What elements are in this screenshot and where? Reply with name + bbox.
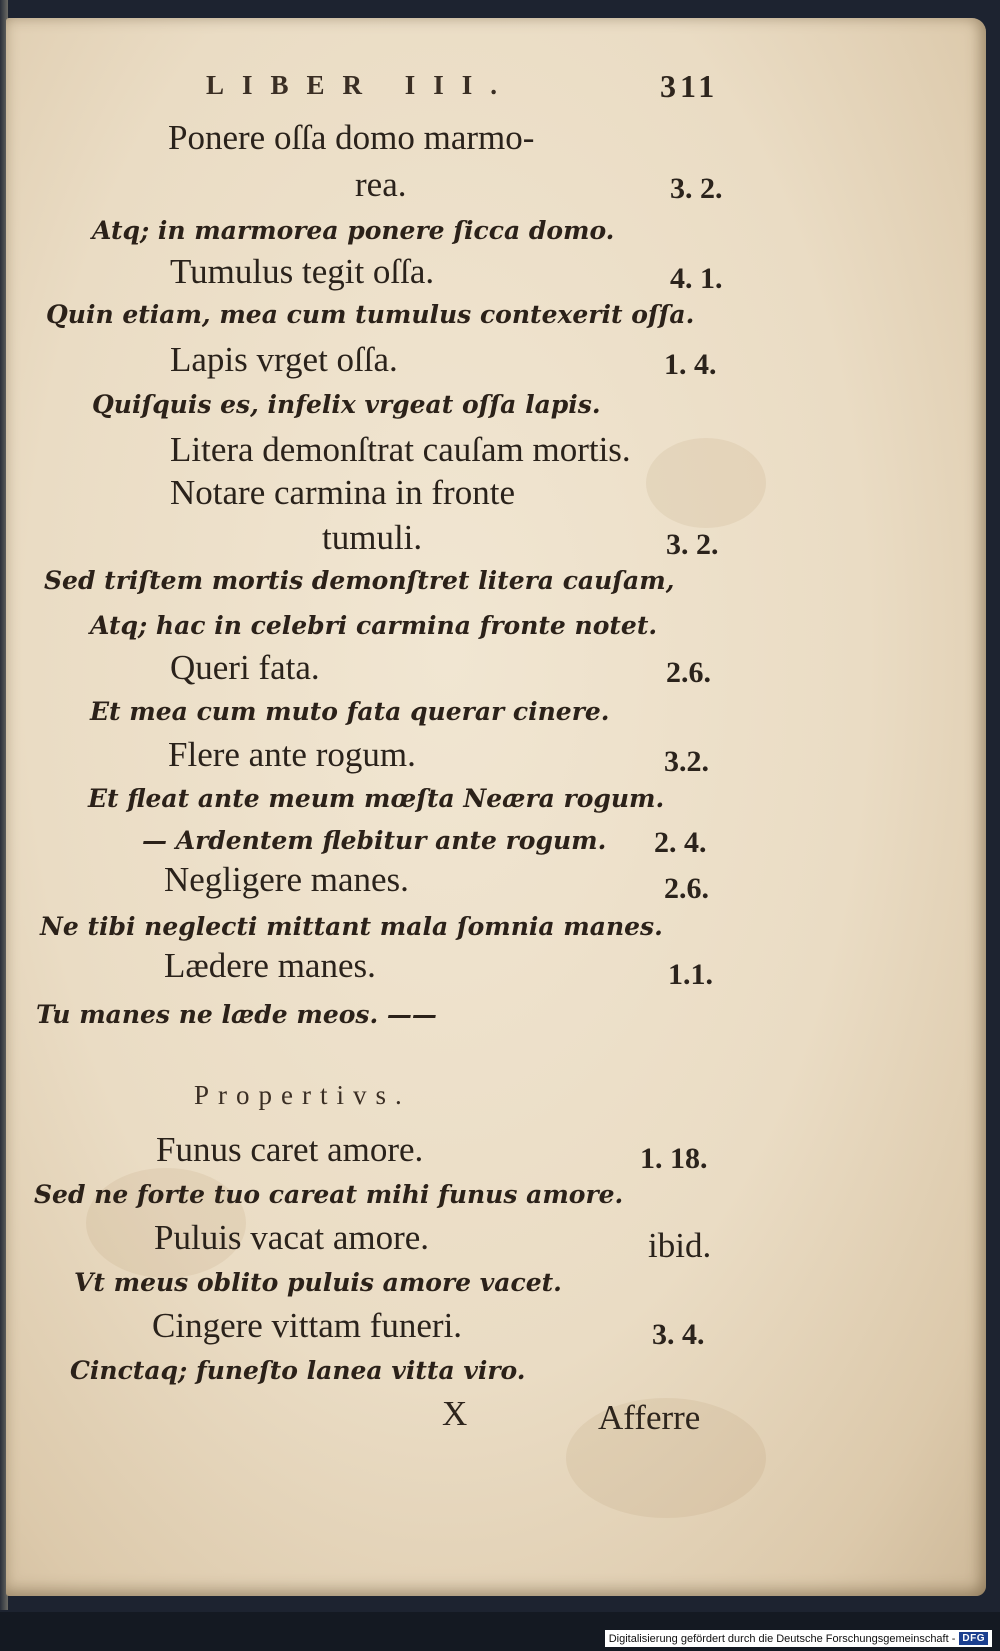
entry-reference: 2.6.	[664, 872, 709, 905]
entry-quotation: Cinctaq; funeſto lanea vitta viro.	[70, 1356, 526, 1385]
entry-reference: 1.1.	[668, 958, 713, 991]
folio-number: 311	[660, 68, 719, 104]
entry-heading: Litera demonſtrat cauſam mortis.	[170, 430, 631, 469]
entry-quotation: Sed triſtem mortis demonſtret litera cauſam,	[44, 566, 675, 595]
viewer-footer-bar	[0, 1612, 1000, 1651]
catchword: Afferre	[598, 1398, 701, 1437]
entry-reference: 1. 18.	[640, 1142, 708, 1175]
entry-quotation: Atq; in marmorea ponere ſicca domo.	[92, 216, 615, 245]
funding-credit[interactable]	[605, 1630, 992, 1647]
entry-heading: Cingere vittam funeri.	[152, 1306, 463, 1345]
entry-reference: ibid.	[648, 1226, 712, 1265]
entry-heading: Funus caret amore.	[156, 1130, 424, 1169]
entry-reference: 3. 4.	[652, 1318, 705, 1351]
entry-quotation: — Ardentem flebitur ante rogum.	[142, 826, 607, 855]
entry-reference: 4. 1.	[670, 262, 723, 295]
entry-reference: 3. 2.	[670, 172, 723, 205]
entry-heading: Puluis vacat amore.	[154, 1218, 430, 1257]
entry-quotation: Et mea cum muto fata querar cinere.	[90, 697, 610, 726]
entry-quotation: Atq; hac in celebri carmina fronte notet.	[90, 611, 658, 640]
entry-reference: 2. 4.	[654, 826, 707, 859]
signature-mark: X	[442, 1394, 468, 1433]
entry-heading: Flere ante rogum.	[168, 735, 416, 774]
credit-text: Digitalisierung gefördert durch die Deutsche Forschungsgemeinschaft -	[608, 1632, 956, 1645]
entry-quotation: Quiſquis es, infelix vrgeat oſſa lapis.	[92, 390, 601, 419]
entry-reference: 3. 2.	[666, 528, 719, 561]
entry-quotation: Ne tibi neglecti mittant mala ſomnia manes.	[40, 912, 663, 941]
entry-reference: 1. 4.	[664, 348, 717, 381]
entry-heading: Notare carmina in fronte	[170, 473, 515, 512]
entry-quotation: Vt meus oblito puluis amore vacet.	[74, 1268, 562, 1297]
dfg-logo-icon: DFG	[959, 1632, 988, 1645]
running-head: LIBER III.	[206, 70, 516, 100]
entry-reference: 3.2.	[664, 745, 709, 778]
entry-heading: rea.	[355, 165, 407, 204]
section-heading: Propertivs.	[194, 1080, 411, 1110]
entry-heading: Queri fata.	[170, 648, 320, 687]
entry-heading: Lædere manes.	[164, 946, 376, 985]
entry-quotation: Quin etiam, mea cum tumulus contexerit oſſa.	[46, 300, 695, 329]
entry-quotation: Sed ne forte tuo careat mihi funus amore.	[34, 1180, 624, 1209]
entry-quotation: Et fleat ante meum mœſta Neæra rogum.	[88, 784, 665, 813]
entry-heading: tumuli.	[322, 518, 423, 557]
entry-heading: Negligere manes.	[164, 860, 409, 899]
entry-heading: Lapis vrget oſſa.	[170, 340, 398, 379]
entry-reference: 2.6.	[666, 656, 711, 689]
entry-heading: Tumulus tegit oſſa.	[170, 252, 435, 291]
entry-heading: Ponere oſſa domo marmo-	[168, 118, 535, 157]
entry-quotation: Tu manes ne læde meos. ——	[36, 1000, 437, 1029]
